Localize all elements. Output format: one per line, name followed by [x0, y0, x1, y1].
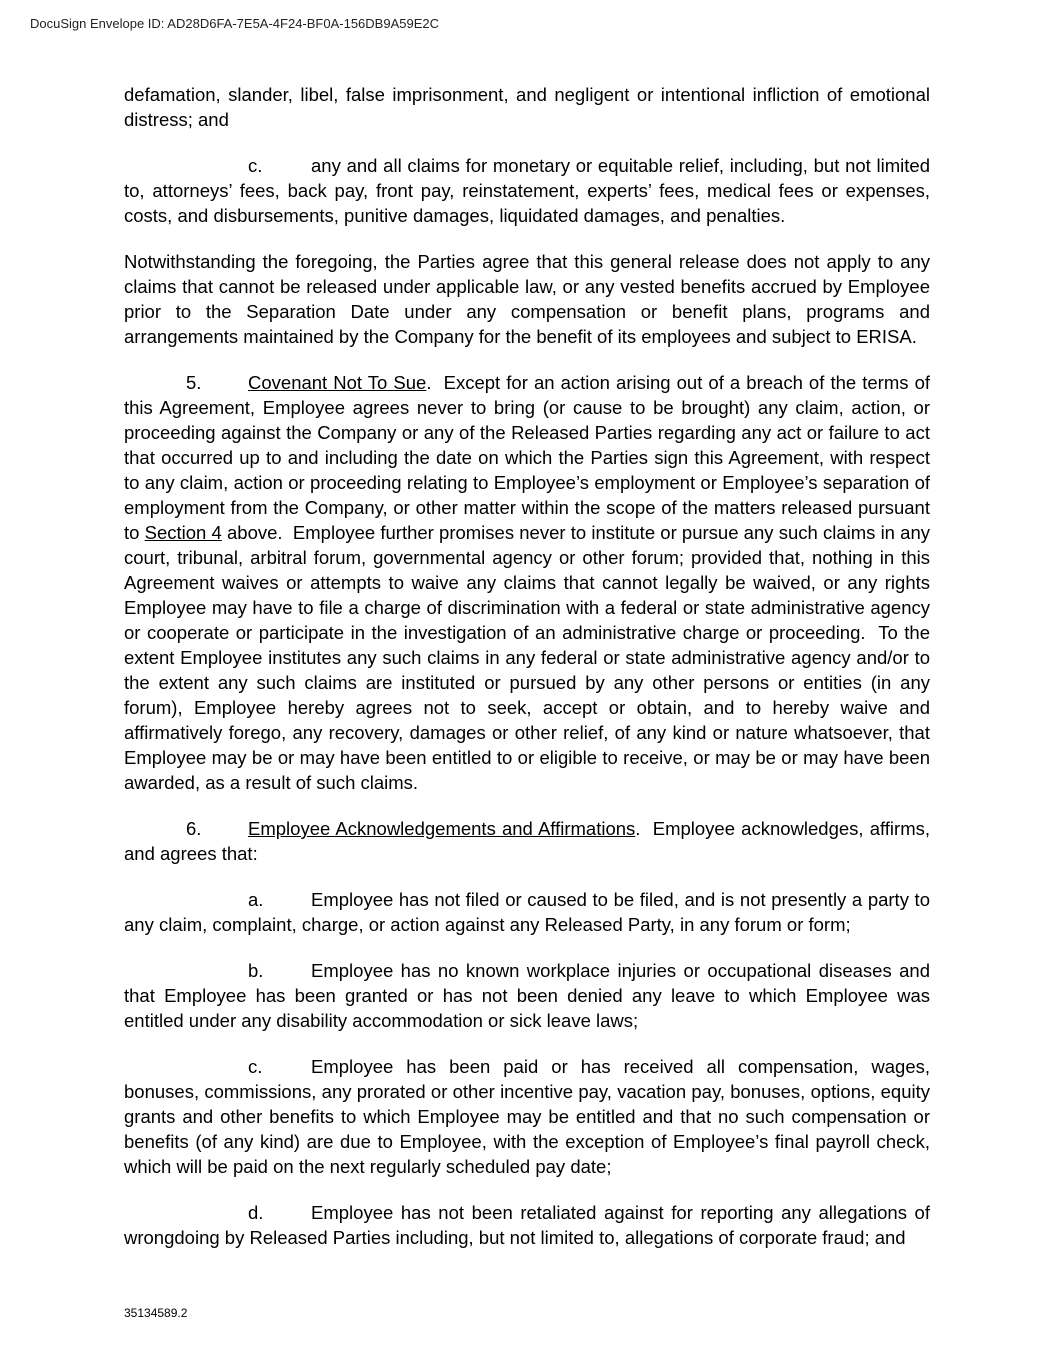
clause-label: c. [248, 1056, 263, 1077]
section-heading-punct: . [426, 372, 432, 393]
clause-text: Employee has been paid or has received all compensation, wages, bonuses, commissions, any prorated or other incentive pay, vacation pay, bonuses, options, equity grants and other benefits to which Employee may be entitled and that no such compensation or benefits (of any kind) are due to Employee, with the exception of Employee’s final payroll check, which will be paid on the next regularly scheduled pay date; [124, 1056, 930, 1177]
section-number: 6. [186, 818, 202, 839]
paragraph-intro: defamation, slander, libel, false imprisonment, and negligent or intentional infliction of emotional distress; and [124, 84, 930, 130]
clause-label: a. [248, 889, 264, 910]
clause-4c [124, 153, 930, 228]
clause-label: b. [248, 960, 264, 981]
document-body [124, 82, 936, 1271]
clause-text: Employee has no known workplace injuries or occupational diseases and that Employee has been granted or has not been denied any leave to which Employee was entitled under any disability accommodation or sick leave laws; [124, 960, 930, 1031]
clause-text: Employee has not filed or caused to be filed, and is not presently a party to any claim, complaint, charge, or action against any Released Party, in any forum or form; [124, 889, 930, 935]
clause-6a [124, 887, 930, 937]
clause-6d [124, 1200, 930, 1250]
section-heading: Employee Acknowledgements and Affirmations [248, 818, 636, 839]
clause-text: Employee has not been retaliated against for reporting any allegations of wrongdoing by Released Parties including, but not limited to, allegations of corporate fraud; and [124, 1202, 930, 1248]
section-heading: Covenant Not To Sue [248, 372, 427, 393]
section-text-part2: above. Employee further promises never to institute or pursue any such claims in any court, tribunal, arbitral forum, governmental agency or other forum; provided that, nothing in this Agreement waives or attempts to waive any claims that cannot legally be waived, or any rights Employee may have to file a charge of discrimination with a federal or state administrative agency or cooperate or participate in the investigation of an administrative charge or proceeding. To the extent Employee institutes any such claims in any federal or state administrative agency and/or to the extent any such claims are instituted or pursued by any other persons or entities (in any forum), Employee hereby agrees not to seek, accept or obtain, and to hereby waive and affirmatively forego, any recovery, damages or other relief, of any kind or nature whatsoever, that Employee may be or may have been entitled to or eligible to receive, or may be or may have been awarded, as a result of such claims. [124, 522, 936, 793]
clause-6c [124, 1054, 930, 1179]
section-6 [124, 816, 936, 866]
section-reference: Section 4 [144, 522, 222, 543]
envelope-id: DocuSign Envelope ID: AD28D6FA-7E5A-4F24-BF0A-156DB9A59E2C [30, 16, 439, 31]
section-5 [124, 370, 936, 795]
clause-label: d. [248, 1202, 264, 1223]
paragraph-notwithstanding: Notwithstanding the foregoing, the Parties agree that this general release does not apply to any claims that cannot be released under applicable law, or any vested benefits accrued by Employee prior to the Separation Date under any compensation or benefit plans, programs and arrangements maintained by the Company for the benefit of its employees and subject to ERISA. [124, 251, 930, 347]
clause-text: any and all claims for monetary or equitable relief, including, but not limited to, attorneys’ fees, back pay, front pay, reinstatement, experts’ fees, medical fees or expenses, costs, and disbursements, punitive damages, liquidated damages, and penalties. [124, 155, 930, 226]
clause-label: c. [248, 155, 263, 176]
section-text: . Employee acknowledges, affirms, and agrees that: [124, 818, 936, 864]
document-number: 35134589.2 [124, 1306, 188, 1320]
section-number: 5. [186, 372, 202, 393]
clause-6b [124, 958, 930, 1033]
section-text-part1: Except for an action arising out of a breach of the terms of this Agreement, Employee agrees never to bring (or cause to be brought) any claim, action, or proceeding against the Company or any of the Released Parties regarding any act or failure to act that occurred up to and including the date on which the Parties sign this Agreement, with respect to any claim, action or proceeding relating to Employee’s employment or Employee’s separation of employment from the Company, or other matter within the scope of the matters released pursuant to [124, 372, 936, 543]
